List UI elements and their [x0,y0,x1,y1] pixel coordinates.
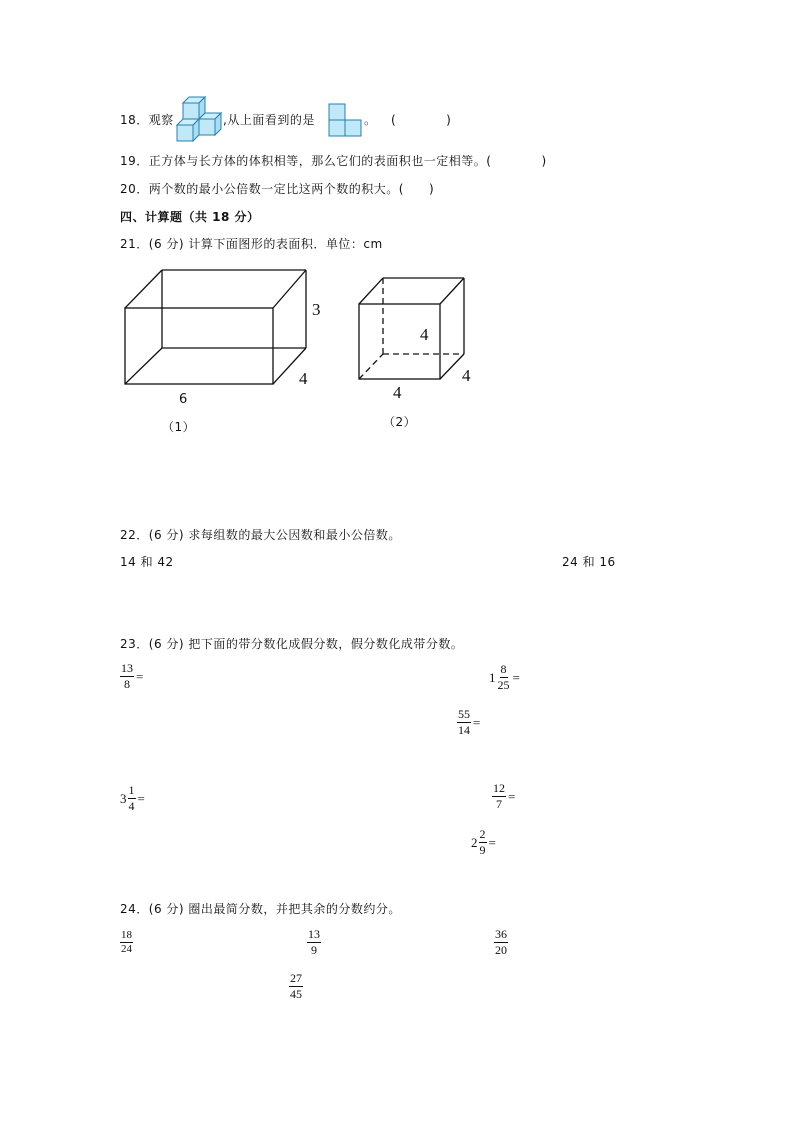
fraction-numerator: 1 [128,783,135,797]
q23-item-2 [489,663,520,692]
q22-pair-2: 24 和 16 [562,555,616,569]
fraction-numerator: 12 [493,781,505,795]
q18-text-c: 。 [364,113,377,127]
fraction-denominator: 25 [497,678,510,692]
fig1-height-label: 3 [312,300,321,319]
equals-sign: = [137,790,145,806]
fraction-numerator: 18 [121,929,132,941]
fraction-denominator: 24 [121,943,132,955]
cube-figure-2 [356,274,468,382]
q23-item-4 [120,784,145,813]
fraction-numerator: 2 [479,827,486,841]
fraction-denominator: 4 [128,799,135,813]
q23-text: 23．(6 分) 把下面的带分数化成假分数，假分数化成带分数。 [120,637,464,651]
q19-text: 19．正方体与长方体的体积相等，那么它们的表面积也一定相等。( ) [120,154,547,168]
fraction-numerator: 36 [495,927,507,941]
cube-stack-figure [175,95,221,143]
q23-item-6 [471,828,496,857]
fraction-numerator: 13 [308,927,320,941]
q20-text: 20．两个数的最小公倍数一定比这两个数的积大。( ) [120,182,435,196]
fraction-denominator: 9 [479,843,486,857]
equals-sign: = [508,788,516,804]
q23-item-3 [457,708,480,737]
q18-text-a: 观察 [148,113,174,127]
q24-item-4 [289,972,303,1001]
fraction-numerator: 27 [290,971,302,985]
q23-item-5 [492,782,515,811]
fraction-numerator: 13 [121,661,133,675]
fraction-denominator: 9 [311,943,317,957]
equals-sign: = [136,668,144,684]
fraction-denominator: 8 [124,677,130,691]
fraction-numerator: 55 [458,707,470,721]
fraction-numerator: 8 [500,662,507,676]
equals-sign: = [473,714,481,730]
fig2-caption: （2） [383,415,417,429]
equals-sign: = [488,834,496,850]
q21-text: 21．(6 分) 计算下面图形的表面积．单位：cm [120,237,383,251]
q23-item-1 [120,662,143,691]
fraction-denominator: 7 [496,797,502,811]
fig2-right-label: 4 [462,366,471,385]
fraction-whole: 2 [471,834,478,850]
q24-item-3 [494,928,508,957]
section-title: 四、计算题（共 18 分） [120,210,260,224]
q22-text: 22．(6 分) 求每组数的最大公因数和最小公倍数。 [120,528,401,542]
q18-number: 18． [120,113,149,127]
q18-line [120,112,174,128]
q18-answer-paren: ( ) [391,113,452,127]
cuboid-figure-1 [120,268,320,388]
fig1-length-label: 6 [179,392,188,407]
fraction-denominator: 20 [495,943,507,957]
fraction-whole: 1 [489,669,496,685]
top-view-figure [328,103,362,137]
q18-text-b: ,从上面看到的是 [223,113,315,127]
fraction-denominator: 45 [290,987,302,1001]
fig1-width-label: 4 [299,369,308,388]
q22-pair-1: 14 和 42 [120,555,174,569]
q24-item-2 [307,928,321,957]
fig2-inner-label: 4 [420,325,429,344]
fig1-caption: （1） [162,420,196,434]
fig2-bottom-label: 4 [393,383,402,402]
fraction-denominator: 14 [458,723,470,737]
q24-item-1 [120,930,133,955]
fraction-whole: 3 [120,790,127,806]
equals-sign: = [512,669,520,685]
q24-text: 24．(6 分) 圈出最简分数，并把其余的分数约分。 [120,902,401,916]
